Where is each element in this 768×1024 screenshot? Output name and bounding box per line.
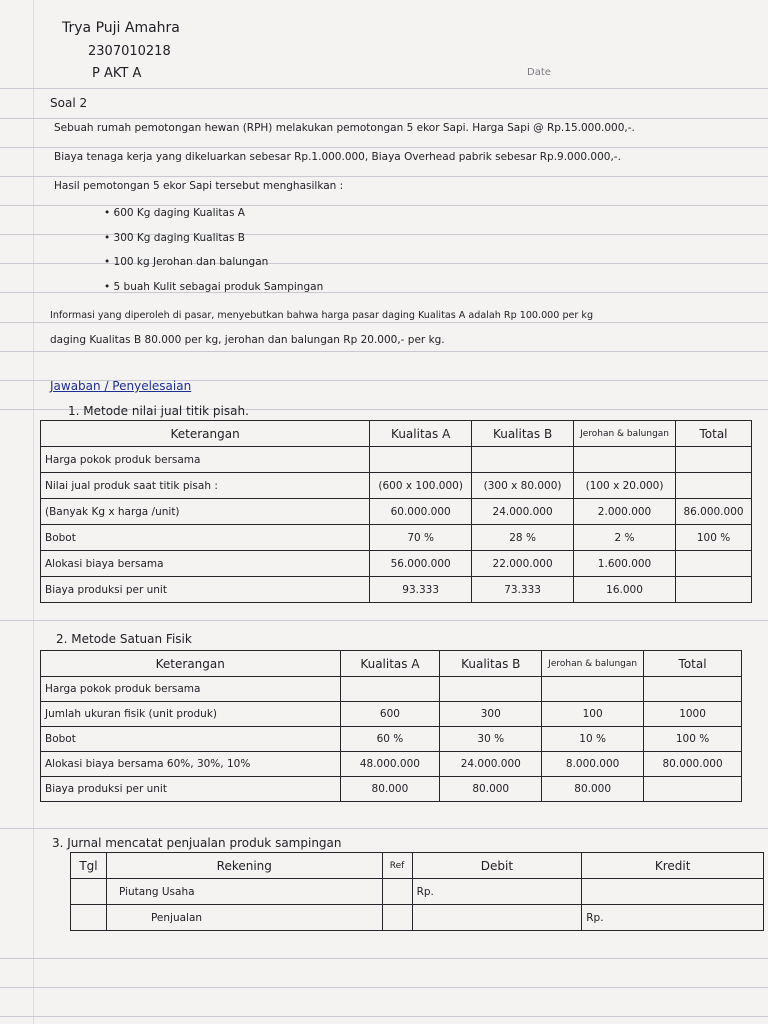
table-cell: 56.000.000 [370, 551, 472, 577]
table-cell: Jumlah ukuran fisik (unit produk) [41, 702, 341, 727]
table-cell: 22.000.000 [472, 551, 574, 577]
table-cell: Biaya produksi per unit [41, 777, 341, 802]
table-row [41, 777, 742, 802]
section2-title: 2. Metode Satuan Fisik [56, 632, 192, 646]
table-cell [644, 777, 742, 802]
table-cell [676, 551, 752, 577]
table-cell: 80.000 [542, 777, 644, 802]
col-header: Jerohan & balungan [542, 651, 644, 677]
table-cell [71, 879, 107, 905]
col-header: Rekening [106, 853, 382, 879]
table-row [41, 752, 742, 777]
table-row [41, 525, 752, 551]
table-header-row [71, 853, 764, 879]
table-cell: 1000 [644, 702, 742, 727]
table-cell [644, 677, 742, 702]
table-row [71, 905, 764, 931]
table-journal [70, 852, 764, 931]
col-header: Kualitas A [340, 651, 440, 677]
problem-bullet: • 600 Kg daging Kualitas A [104, 207, 245, 219]
table-cell [676, 577, 752, 603]
table-row [41, 727, 742, 752]
col-header: Total [644, 651, 742, 677]
table-cell: 24.000.000 [440, 752, 542, 777]
table-cell [574, 447, 676, 473]
table-row [41, 677, 742, 702]
student-id: 2307010218 [88, 44, 171, 59]
info-line: Informasi yang diperoleh di pasar, menyebutkan bahwa harga pasar daging Kualitas A adalah Rp 100.000 per kg [50, 310, 594, 321]
table-split-off-value [40, 420, 752, 603]
section3-title: 3. Jurnal mencatat penjualan produk sampingan [52, 836, 342, 850]
table-cell: 73.333 [472, 577, 574, 603]
col-header: Tgl [71, 853, 107, 879]
table-cell: 28 % [472, 525, 574, 551]
table-cell: Penjualan [106, 905, 382, 931]
ruled-line [0, 351, 768, 352]
answer-heading: Jawaban / Penyelesaian [50, 379, 192, 393]
table-row [71, 879, 764, 905]
table-cell [412, 905, 582, 931]
table-cell: 100 % [644, 727, 742, 752]
col-header: Keterangan [41, 421, 370, 447]
col-header: Ref [382, 853, 412, 879]
class-label: P AKT A [92, 66, 142, 81]
problem-line: Hasil pemotongan 5 ekor Sapi tersebut menghasilkan : [54, 180, 344, 192]
table-cell [676, 447, 752, 473]
margin-line [33, 0, 34, 1024]
table-cell [382, 905, 412, 931]
table-cell: Harga pokok produk bersama [41, 447, 370, 473]
ruled-line [0, 118, 768, 119]
table-row [41, 447, 752, 473]
ruled-line [0, 176, 768, 177]
table-cell: Nilai jual produk saat titik pisah : [41, 473, 370, 499]
table-cell: 70 % [370, 525, 472, 551]
table-cell: 8.000.000 [542, 752, 644, 777]
table-cell: 80.000 [440, 777, 542, 802]
table-cell: 60 % [340, 727, 440, 752]
table-cell: Alokasi biaya bersama [41, 551, 370, 577]
table-cell [582, 879, 764, 905]
table-cell [340, 677, 440, 702]
table-cell: (100 x 20.000) [574, 473, 676, 499]
table-cell: 80.000.000 [644, 752, 742, 777]
table-cell: 100 [542, 702, 644, 727]
col-header: Kredit [582, 853, 764, 879]
table-cell: 2.000.000 [574, 499, 676, 525]
table-physical-units [40, 650, 742, 802]
table-cell: 93.333 [370, 577, 472, 603]
table-header-row [41, 651, 742, 677]
table-row [41, 473, 752, 499]
table-cell: Alokasi biaya bersama 60%, 30%, 10% [41, 752, 341, 777]
table-cell [676, 473, 752, 499]
col-header: Keterangan [41, 651, 341, 677]
problem-line: Biaya tenaga kerja yang dikeluarkan sebesar Rp.1.000.000, Biaya Overhead pabrik sebesar Rp.9.000.000,-. [54, 151, 621, 163]
table-cell: Bobot [41, 525, 370, 551]
table-cell [440, 677, 542, 702]
table-cell [382, 879, 412, 905]
table-cell: Biaya produksi per unit [41, 577, 370, 603]
problem-line: Sebuah rumah pemotongan hewan (RPH) melakukan pemotongan 5 ekor Sapi. Harga Sapi @ Rp.15.000.000,-. [54, 122, 635, 134]
student-name: Trya Puji Amahra [62, 20, 180, 36]
table-cell: 60.000.000 [370, 499, 472, 525]
table-row [41, 577, 752, 603]
ruled-line [0, 987, 768, 988]
table-cell: 16.000 [574, 577, 676, 603]
ruled-line [0, 958, 768, 959]
table-cell: (600 x 100.000) [370, 473, 472, 499]
problem-bullet: • 100 kg Jerohan dan balungan [104, 256, 269, 268]
table-cell: 300 [440, 702, 542, 727]
table-cell [472, 447, 574, 473]
table-cell: Bobot [41, 727, 341, 752]
problem-bullet: • 300 Kg daging Kualitas B [104, 232, 245, 244]
table-cell [542, 677, 644, 702]
col-header: Debit [412, 853, 582, 879]
col-header: Jerohan & balungan [574, 421, 676, 447]
ruled-line [0, 88, 768, 89]
table-cell: 1.600.000 [574, 551, 676, 577]
table-cell [370, 447, 472, 473]
problem-bullet: • 5 buah Kulit sebagai produk Sampingan [104, 281, 324, 293]
section1-title: 1. Metode nilai jual titik pisah. [68, 404, 249, 418]
table-cell: 30 % [440, 727, 542, 752]
table-cell: 600 [340, 702, 440, 727]
ruled-line [0, 828, 768, 829]
ruled-line [0, 205, 768, 206]
col-header: Kualitas A [370, 421, 472, 447]
table-cell: 80.000 [340, 777, 440, 802]
table-cell: 24.000.000 [472, 499, 574, 525]
table-cell: Rp. [582, 905, 764, 931]
table-cell: 86.000.000 [676, 499, 752, 525]
table-cell: 10 % [542, 727, 644, 752]
date-label: Date [527, 67, 551, 78]
ruled-line [0, 147, 768, 148]
table-row [41, 551, 752, 577]
col-header: Total [676, 421, 752, 447]
col-header: Kualitas B [440, 651, 542, 677]
col-header: Kualitas B [472, 421, 574, 447]
table-cell: (300 x 80.000) [472, 473, 574, 499]
table-cell: Piutang Usaha [106, 879, 382, 905]
info-line: daging Kualitas B 80.000 per kg, jerohan dan balungan Rp 20.000,- per kg. [50, 334, 445, 346]
table-row [41, 499, 752, 525]
table-cell: 2 % [574, 525, 676, 551]
ruled-line [0, 620, 768, 621]
table-row [41, 702, 742, 727]
problem-label: Soal 2 [50, 96, 88, 110]
table-cell: 100 % [676, 525, 752, 551]
ruled-line [0, 1016, 768, 1017]
table-header-row [41, 421, 752, 447]
table-cell: (Banyak Kg x harga /unit) [41, 499, 370, 525]
table-cell: Rp. [412, 879, 582, 905]
table-cell: Harga pokok produk bersama [41, 677, 341, 702]
table-cell [71, 905, 107, 931]
table-cell: 48.000.000 [340, 752, 440, 777]
ruled-line [0, 322, 768, 323]
